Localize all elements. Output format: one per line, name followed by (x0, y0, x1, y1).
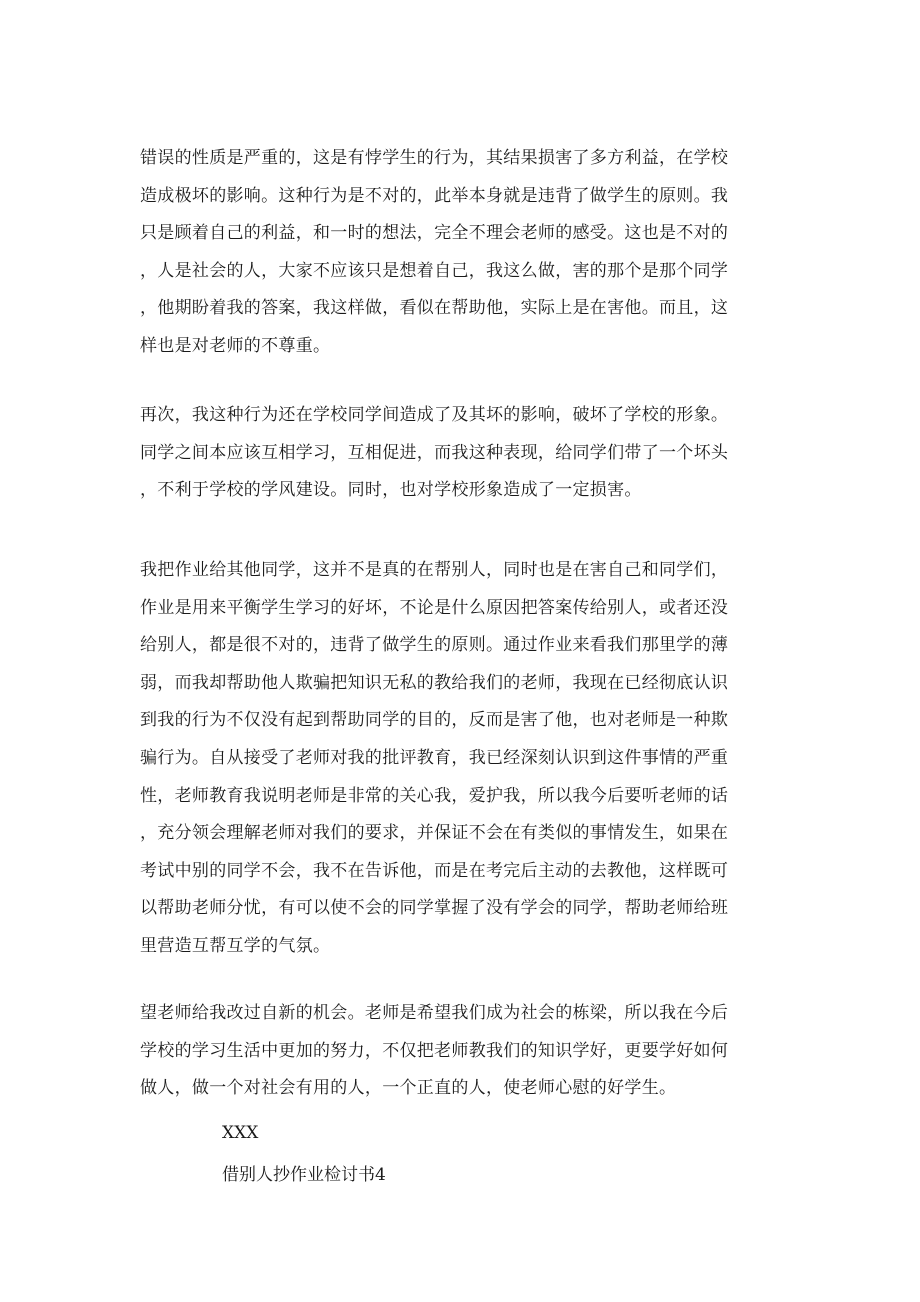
paragraph-line: 造成极坏的影响。这种行为是不对的，此举本身就是违背了做学生的原则。我 (140, 185, 729, 206)
paragraph-line: ，人是社会的人，大家不应该只是想着自己，我这么做，害的那个是那个同学 (140, 260, 729, 281)
paragraph-line: 里营造互帮互学的气氛。 (140, 935, 331, 956)
paragraph-line: 考试中别的同学不会，我不在告诉他，而是在考完后主动的去教他，这样既可 (140, 860, 729, 881)
paragraph-line: 作业是用来平衡学生学习的好坏，不论是什么原因把答案传给别人，或者还没 (140, 597, 729, 618)
paragraph-line: 再次，我这种行为还在学校同学间造成了及其坏的影响，破坏了学校的形象。 (140, 405, 729, 425)
paragraph-line: 性，老师教育我说明老师是非常的关心我，爱护我，所以我今后要听老师的话 (140, 785, 729, 806)
paragraph-2 (140, 397, 780, 510)
paragraph-line: 望老师给我改过自新的机会。老师是希望我们成为社会的栋梁，所以我在今后 (140, 1003, 729, 1023)
paragraph-line: ，他期盼着我的答案，我这样做，看似在帮助他，实际上是在害他。而且，这 (140, 298, 729, 319)
paragraph-4 (140, 995, 780, 1108)
next-section-title: 借别人抄作业检讨书4 (222, 1165, 386, 1185)
paragraph-line: 做人，做一个对社会有用的人，一个正直的人，使老师心慰的好学生。 (140, 1078, 677, 1099)
paragraph-line: 我把作业给其他同学，这并不是真的在帮别人，同时也是在害自己和同学们， (140, 560, 729, 580)
paragraph-line: ，充分领会理解老师对我们的要求，并保证不会在有类似的事情发生，如果在 (140, 823, 729, 844)
paragraph-3 (140, 552, 780, 966)
paragraph-line: 错误的性质是严重的，这是有悖学生的行为，其结果损害了多方利益，在学校 (140, 148, 729, 168)
paragraph-line: 样也是对老师的不尊重。 (140, 335, 331, 356)
paragraph-line: 同学之间本应该互相学习，互相促进，而我这种表现，给同学们带了一个坏头 (140, 442, 729, 463)
paragraph-1 (140, 140, 780, 366)
paragraph-line: ，不利于学校的学风建设。同时，也对学校形象造成了一定损害。 (140, 480, 642, 501)
paragraph-line: 弱，而我却帮助他人欺骗把知识无私的教给我们的老师，我现在已经彻底认识 (140, 672, 729, 693)
paragraph-line: 以帮助老师分忧，有可以使不会的同学掌握了没有学会的同学，帮助老师给班 (140, 898, 729, 919)
paragraph-line: 只是顾着自己的利益，和一时的想法，完全不理会老师的感受。这也是不对的 (140, 223, 729, 244)
paragraph-line: 学校的学习生活中更加的努力，不仅把老师教我们的知识学好，更要学好如何 (140, 1040, 729, 1061)
paragraph-line: 骗行为。自从接受了老师对我的批评教育，我已经深刻认识到这件事情的严重 (140, 747, 729, 768)
paragraph-line: 给别人，都是很不对的，违背了做学生的原则。通过作业来看我们那里学的薄 (140, 635, 729, 656)
signature-name: XXX (222, 1123, 259, 1143)
paragraph-line: 到我的行为不仅没有起到帮助同学的目的，反而是害了他，也对老师是一种欺 (140, 710, 729, 731)
